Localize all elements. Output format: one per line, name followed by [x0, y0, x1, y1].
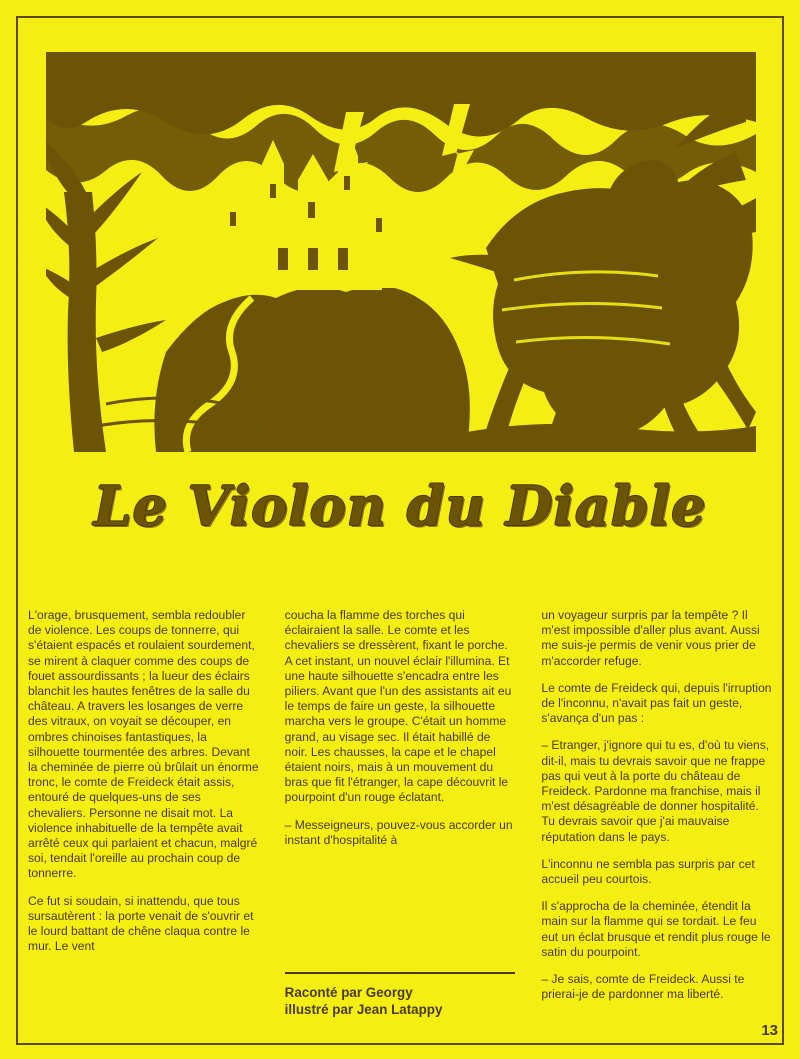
article-body	[28, 608, 772, 1018]
credits-block	[285, 958, 516, 1018]
page-number: 13	[761, 1022, 778, 1039]
credit-illustrator: illustré par Jean Latappy	[284, 1002, 443, 1017]
paragraph: Ce fut si soudain, si inattendu, que tous sursautèrent : la porte venait de s'ouvrir et le lourd battant de chêne claqua contre le mur. Le vent	[28, 893, 254, 954]
paragraph: – Messeigneurs, pouvez-vous accorder un instant d'hospitalité à	[284, 817, 513, 847]
text-column-3	[541, 608, 772, 1018]
text-column-1	[28, 608, 259, 1018]
paragraph: coucha la flamme des torches qui éclairaient la salle. Le comte et les chevaliers se dressèrent, fixant le porche. A cet instant, un nouvel éclair l'illumina. Et une haute silhouette s'encadra entre les piliers. Avant que l'un des assistants ait eu le temps de faire un geste, la silhouette marcha vers le groupe. C'était un homme grand, au visage sec. Il était habillé de noir. Les chausses, la cape et le chapel étaient noirs, mais à un mouvement du bras que fit l'étranger, la cape découvrit le pourpoint d'un rouge éclatant.	[284, 608, 512, 805]
paragraph: L'inconnu ne sembla pas surpris par cet accueil peu courtois.	[541, 856, 755, 887]
text-column-2	[285, 608, 516, 1018]
paragraph: un voyageur surpris par la tempête ? Il m'est impossible d'aller plus avant. Aussi me suis-je permis de venir vous prier de m'accorder refuge.	[541, 608, 760, 668]
paragraph: Le comte de Freideck qui, depuis l'irruption de l'inconnu, n'avait pas fait un geste, s'avança d'un pas :	[541, 680, 772, 726]
credit-author: Raconté par Georgy	[284, 985, 413, 1000]
storm-castle-horseman-illustration	[46, 52, 756, 452]
paragraph: – Je sais, comte de Freideck. Aussi te prierai-je de pardonner ma liberté.	[541, 972, 745, 1002]
credits-divider	[285, 972, 516, 974]
paragraph: Il s'approcha de la cheminée, étendit la main sur la flamme qui se tordait. Le feu eut un éclat brusque et rendit plus rouge le satin du pourpoint.	[541, 899, 771, 959]
paragraph: – Etranger, j'ignore qui tu es, d'où tu viens, dit-il, mais tu devrais savoir que ne frappe pas qui veut à la porte du château de Freideck. Pardonne ma franchise, mais il m'est désagréable de donner hospitalité. Tu devrais savoir que j'ai mauvaise réputation dans le pays.	[541, 738, 770, 844]
page-title: Le Violon du Diable	[93, 474, 707, 538]
paragraph: L'orage, brusquement, sembla redoubler de violence. Les coups de tonnerre, qui s'étaient espacés et roulaient sourdement, se mirent à claquer comme des coups de fouet assourdissants ; la lueur des éclairs blanchit les hautes fenêtres de la salle du château. A travers les losanges de verre des vitraux, on voyait se découper, en ombres chinoises fantastiques, la silhouette tourmentée des arbres. Devant la cheminée de pierre où brûlait un énorme tronc, le comte de Freideck était assis, entouré de quelques-uns de ses chevaliers. Personne ne disait mot. La violence inhabituelle de la tempête avait arrêté ceux qui parlaient et chacun, malgré soi, tendait l'oreille au prochain coup de tonnerre.	[28, 608, 259, 881]
story-title-block	[0, 474, 800, 538]
